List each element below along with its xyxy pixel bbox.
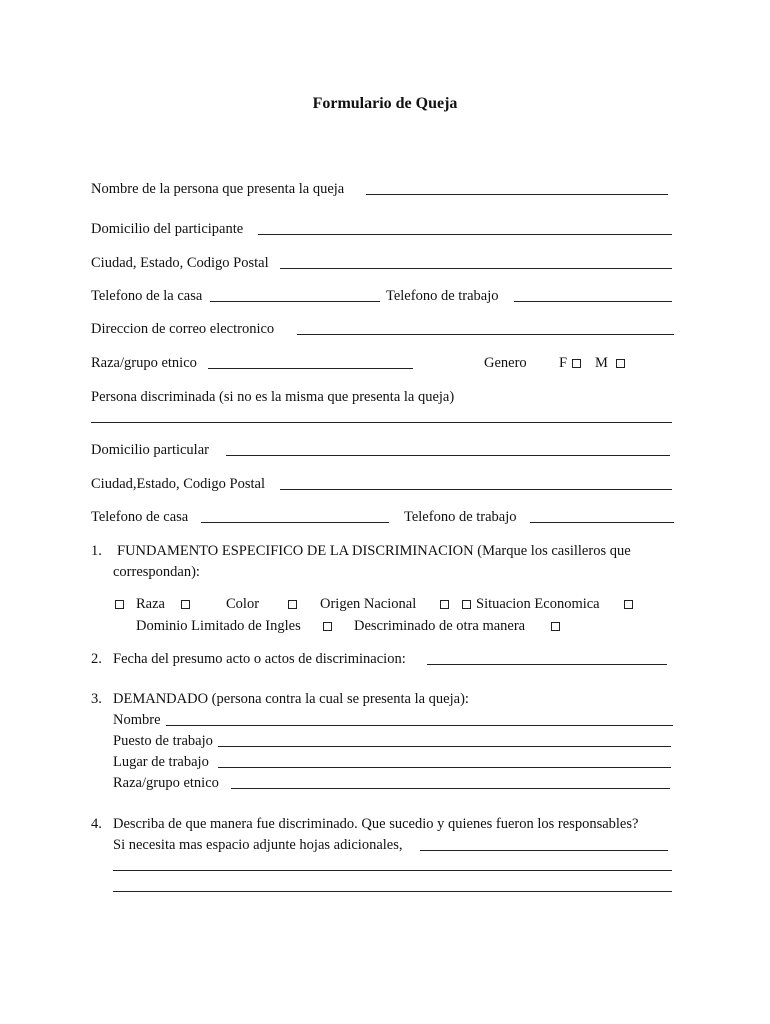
section-3-number: 3. <box>91 691 102 707</box>
respondent-position-label: Puesto de trabajo <box>113 733 213 749</box>
section-2-number: 2. <box>91 651 102 667</box>
race-field[interactable] <box>208 368 413 369</box>
section-1-number: 1. <box>91 543 102 559</box>
discriminated-person-label: Persona discriminada (si no es la misma que presenta la queja) <box>91 389 455 405</box>
section-1-heading-cont: correspondan): <box>113 564 200 580</box>
basis-dominio-checkbox[interactable] <box>323 622 332 631</box>
home-phone-2-field[interactable] <box>201 522 389 523</box>
respondent-workplace-field[interactable] <box>218 767 671 768</box>
page-title: Formulario de Queja <box>312 95 458 112</box>
work-phone-2-field[interactable] <box>530 522 674 523</box>
gender-label: Genero <box>484 355 527 371</box>
basis-situacion-label: Situacion Economica <box>476 596 600 612</box>
description-field-2[interactable] <box>113 870 672 871</box>
section-1-heading: FUNDAMENTO ESPECIFICO DE LA DISCRIMINACION (Marque los casilleros que <box>117 543 631 559</box>
basis-situacion-checkbox-b[interactable] <box>462 600 471 609</box>
discriminated-person-field[interactable] <box>91 422 672 423</box>
respondent-name-field[interactable] <box>166 725 673 726</box>
basis-situacion-checkbox-a[interactable] <box>440 600 449 609</box>
complainant-name-label: Nombre de la persona que presenta la queja <box>91 181 345 197</box>
home-phone-2-label: Telefono de casa <box>91 509 189 525</box>
participant-address-label: Domicilio del participante <box>91 221 244 237</box>
respondent-workplace-label: Lugar de trabajo <box>113 754 209 770</box>
city-state-zip-label: Ciudad, Estado, Codigo Postal <box>91 255 269 271</box>
description-field-1[interactable] <box>420 850 668 851</box>
city-state-zip-field[interactable] <box>280 268 672 269</box>
participant-address-field[interactable] <box>258 234 672 235</box>
basis-color-checkbox[interactable] <box>181 600 190 609</box>
basis-raza-label: Raza <box>136 596 165 612</box>
basis-raza-checkbox[interactable] <box>115 600 124 609</box>
home-address-field[interactable] <box>226 455 670 456</box>
respondent-name-label: Nombre <box>113 712 161 728</box>
city-state-zip-2-label: Ciudad,Estado, Codigo Postal <box>91 476 265 492</box>
description-field-3[interactable] <box>113 891 672 892</box>
work-phone-label: Telefono de trabajo <box>386 288 499 304</box>
basis-origen-label: Origen Nacional <box>320 596 417 612</box>
gender-f-label: F <box>559 355 568 371</box>
basis-otra-label: Descriminado de otra manera <box>354 618 526 634</box>
basis-origen-checkbox[interactable] <box>288 600 297 609</box>
section-3-label: DEMANDADO (persona contra la cual se presenta la queja): <box>113 691 469 707</box>
work-phone-2-label: Telefono de trabajo <box>404 509 517 525</box>
section-4-number: 4. <box>91 816 102 832</box>
gender-m-label: M <box>595 355 608 371</box>
race-label: Raza/grupo etnico <box>91 355 197 371</box>
section-4-instruction: Si necesita mas espacio adjunte hojas adicionales, <box>113 837 403 853</box>
city-state-zip-2-field[interactable] <box>280 489 672 490</box>
respondent-position-field[interactable] <box>218 746 671 747</box>
basis-dominio-label: Dominio Limitado de Ingles <box>136 618 301 634</box>
respondent-race-field[interactable] <box>231 788 670 789</box>
work-phone-field[interactable] <box>514 301 672 302</box>
home-phone-field[interactable] <box>210 301 380 302</box>
section-4-question: Describa de que manera fue discriminado. Que sucedio y quienes fueron los responsables? <box>113 816 639 832</box>
home-address-label: Domicilio particular <box>91 442 209 458</box>
section-2-label: Fecha del presumo acto o actos de discriminacion: <box>113 651 406 667</box>
email-label: Direccion de correo electronico <box>91 321 275 337</box>
gender-m-checkbox[interactable] <box>616 359 625 368</box>
incident-date-field[interactable] <box>427 664 667 665</box>
respondent-race-label: Raza/grupo etnico <box>113 775 219 791</box>
email-field[interactable] <box>297 334 674 335</box>
complainant-name-field[interactable] <box>366 194 668 195</box>
home-phone-label: Telefono de la casa <box>91 288 203 304</box>
basis-color-label: Color <box>226 596 260 612</box>
gender-f-checkbox[interactable] <box>572 359 581 368</box>
basis-situacion-checkbox-c[interactable] <box>624 600 633 609</box>
basis-otra-checkbox[interactable] <box>551 622 560 631</box>
